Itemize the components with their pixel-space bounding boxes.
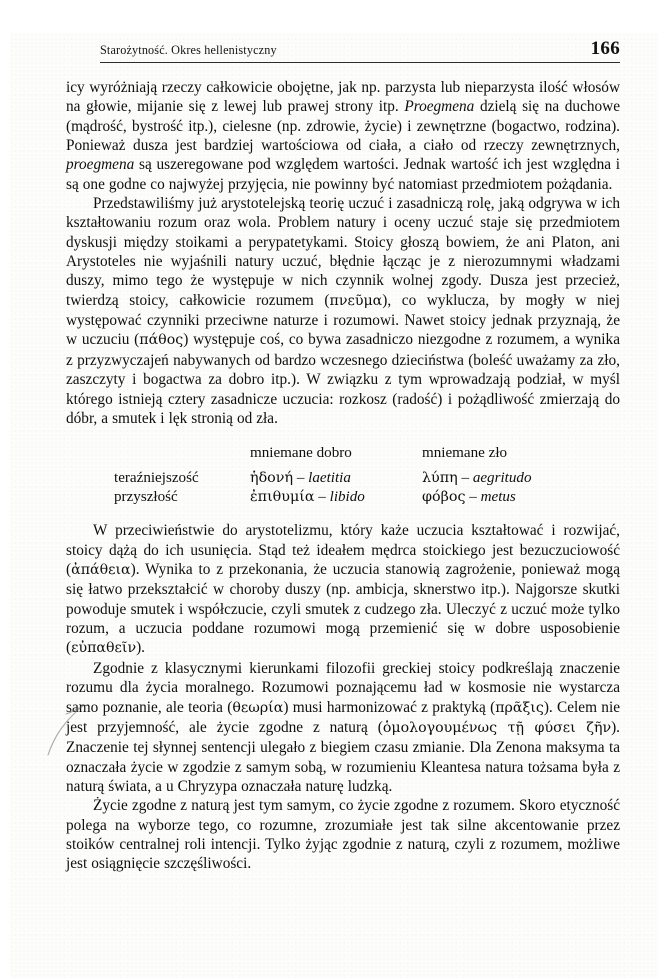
greek-term-bad: φόβος xyxy=(422,489,466,505)
table-cell: ἐπιθυμία – libido xyxy=(250,489,365,505)
latin-term-bad: metus xyxy=(480,489,516,505)
table-row xyxy=(66,469,532,488)
table-header-blank xyxy=(66,444,250,468)
table-header-bad: mniemane zło xyxy=(422,445,508,462)
latin-term-good: laetitia xyxy=(308,469,351,486)
paragraph-5: Życie zgodne z naturą jest tym samym, co życie zgodne z rozumem. Skoro etyczność polega na wyborze tego, co rozumne, zrozumiałe jest tak silne akcentowanie przez stoików centralnej roli intencji. Tylko żyjąc zgodnie z naturą, czyli z rozumem, możliwe jest osiągnięcie szczęśliwości. xyxy=(66,797,620,873)
page-sheet xyxy=(10,33,659,978)
italic-term: Proegmena xyxy=(404,98,475,116)
table-row xyxy=(66,488,532,507)
greek-term: πάθος xyxy=(139,332,184,349)
table-cell: λύπη – aegritudo xyxy=(422,469,532,486)
emotions-table xyxy=(66,444,532,507)
greek-term: πνεῦμα xyxy=(329,292,383,309)
table-head xyxy=(66,444,532,468)
header-row xyxy=(100,38,620,60)
greek-term-good: ἐπιθυμία xyxy=(250,489,315,505)
table-cell: φόβος – metus xyxy=(422,489,516,505)
table-row-label: teraźniejszość xyxy=(114,469,199,486)
page-number: 166 xyxy=(590,38,620,59)
italic-term: proegmena xyxy=(66,156,135,174)
table-header-row xyxy=(66,444,532,468)
paragraph-4: Zgodnie z klasycznymi kierunkami filozofii greckiej stoicy podkreślają znaczenie rozumu dla życia moralnego. Rozumowi poznającemu ład w kosmosie nie wystarcza samo poznanie, ale teoria (θεωρία) musi harmonizować z praktyką (πρᾶξις). Celem nie jest przyjemność, ale życie zgodne z naturą (ὁμολογουμένως τῇ φύσει ζῆν). Znaczenie tej słynnej sentencji ulegało z biegiem czasu zmianie. Dla Zenona maksyma ta oznaczała życie w zgodzie z samym sobą, w rozumieniu Kleantesa natura tożsama była z naturą świata, a u Chryzypa oznaczała naturę ludzką. xyxy=(66,659,620,795)
page-header xyxy=(100,38,620,63)
greek-term: ἀπάθεια xyxy=(71,562,131,579)
greek-term: πρᾶξις xyxy=(495,699,544,716)
table-body xyxy=(66,469,532,508)
latin-term-good: libido xyxy=(329,489,365,505)
body-text-column xyxy=(66,78,620,874)
paragraph-3: W przeciwieństwie do arystotelizmu, który każe uczucia kształtować i rozwijać, stoicy dążą do ich usunięcia. Stąd też ideałem mędrca stoickiego jest bezuczuciowość (ἀπάθεια). Wynika to z przekonania, że uczucia stanowią zagrożenie, ponieważ mogą się łatwo przekształcić w choroby duszy (np. ambicja, sknerstwo itp.). Najgorsze skutki powoduje smutek i współczucie, czyli smutek z cudzego zła. Uleczyć z uczuć może tylko rozum, a uczucia poddane rozumowi mogą przemienić się w dobre usposobienie (εὐπαθεῖν). xyxy=(66,522,620,657)
greek-term: ὁμολογουμένως τῇ φύσει ζῆν xyxy=(382,719,612,736)
greek-term: εὐπαθεῖν xyxy=(71,640,137,657)
table-header-good: mniemane dobro xyxy=(250,445,352,462)
paragraph-2: Przedstawiliśmy już arystotelejską teorię uczuć i zasadniczą rolę, jaką odgrywa w ich kształtowaniu rozum oraz wola. Problem natury i oceny uczuć staje się przedmiotem dyskusji między stoikami a perypatetykami. Stoicy głoszą bowiem, że ani Platon, ani Arystoteles nie wyjaśnili natury uczuć, błędnie łącząc je z nierozumnymi władzami duszy, mimo tego że występuje w nich czynnik wolnej zgody. Dusza jest przecież, twierdzą stoicy, całkowicie rozumem (πνεῦμα), co wyklucza, by mogły w niej występować czynniki przeciwne naturze i rozumowi. Nawet stoicy jednak przyznają, że w uczuciu (πάθος) występuje coś, co bywa zasadniczo niezgodne z rozumem, a wynika z przyzwyczajeń nabywanych od bardzo wczesnego dzieciństwa (boleść uważamy za zło, zaszczyty i bogactwa za dobro itp.). W związku z tym wprowadzają podział, w myśl którego istnieją cztery zasadnicze uczucia: rozkosz (radość) i pożądliwość zmierzają do dóbr, a smutek i lęk stronią od zła. xyxy=(66,195,620,427)
paragraph-1: icy wyróżniają rzeczy całkowicie obojętne, jak np. parzysta lub nieparzysta ilość włosów na głowie, mijanie się z lewej lub prawej strony itp. Proegmena dzielą się na duchowe (mądrość, bystrość itp.), cielesne (np. zdrowie, życie) i zewnętrzne (bogactwo, rodzina). Ponieważ dusza jest bardziej wartościowa od ciała, a ciało od rzeczy zewnętrznych, proegmena są uszeregowane pod względem wartości. Jednak wartość ich jest względna i są one godne co najwyżej przyjęcia, nie powinny być natomiast przedmiotem pożądania. xyxy=(66,79,620,193)
latin-term-bad: aegritudo xyxy=(472,469,532,486)
greek-term-bad: λύπη xyxy=(422,469,458,486)
greek-term: θεωρία xyxy=(232,699,284,716)
header-rule xyxy=(100,62,620,63)
table-cell: ἡδονή – laetitia xyxy=(250,469,351,486)
running-head: Starożytność. Okres hellenistyczny xyxy=(100,43,277,57)
greek-term-good: ἡδονή xyxy=(250,469,294,486)
table-row-label: przyszłość xyxy=(114,489,178,505)
